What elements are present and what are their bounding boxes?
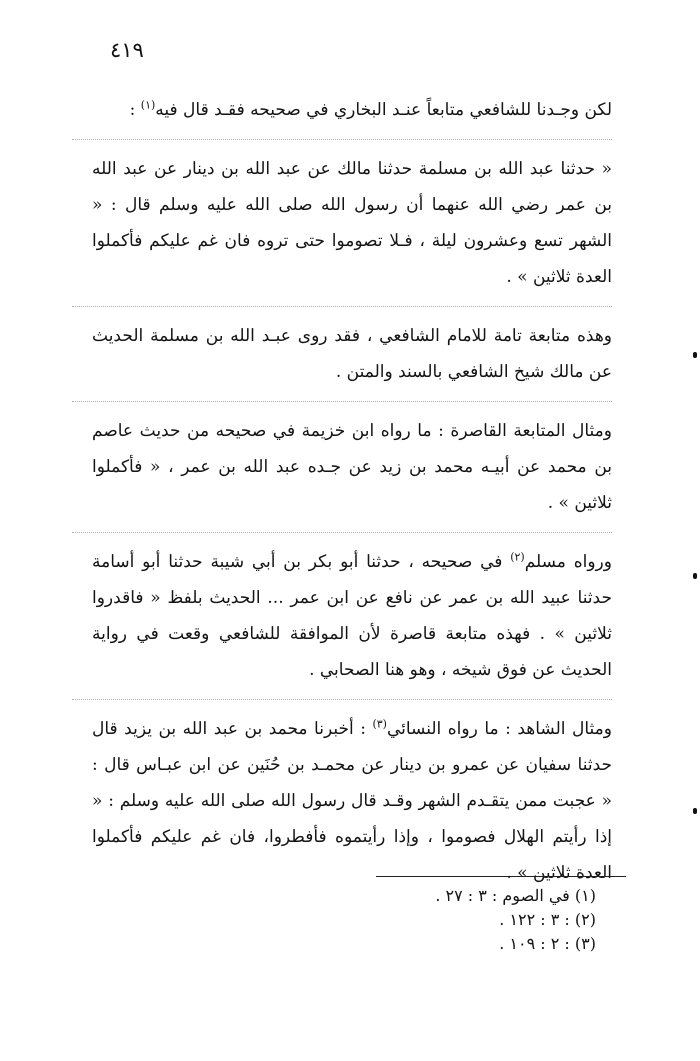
footnote-rule xyxy=(376,876,626,877)
separator xyxy=(72,139,612,140)
paragraph-text-cont: : أخبرنا محمد بن عبد الله بن يزيد قال حدثنا سفيان عن عمرو بن دينار عن محمـد بن حُنَين عن ابن عبـاس قال : « عجبت ممن يتقـدم الشهر وقـد قال رسول الله صلى الله عليه وسلم : « إذا رأيتم الهلال فصوموا ، وإذا رأيتموه فأفطروا، فان غم عليكم فأكملوا العدة ثلاثين » . xyxy=(92,719,612,883)
paragraph-text: ومثال المتابعة القاصرة : ما رواه ابن خزيمة في صحيحه من حديث عاصم بن محمد عن أبيـه محمد بن زيد عن جـده عبد الله بن عمر ، « فأكملوا ثلاثين » . xyxy=(92,421,612,513)
paragraph-text-cont: في صحيحه ، حدثنا أبو بكر بن أبي شيبة حدثنا أبو أسامة حدثنا عبيد الله بن عمر عن نافع عن ابن عمر ... الحديث بلفظ « فاقدروا ثلاثين » . فهذه متابعة قاصرة لأن الموافقة للشافعي وقعت في رواية الحديث عن فوق شيخه ، وهو هنا الصحابي . xyxy=(92,552,612,680)
page-number: ٤١٩ xyxy=(110,38,144,62)
footnote-marker-3: (٣) xyxy=(372,717,387,731)
paragraph-tamma xyxy=(92,318,612,390)
scan-mark xyxy=(693,573,697,579)
footnote-1: (١) في الصوم : ٣ : ٢٧ . xyxy=(435,886,596,905)
paragraph-text: ومثال الشاهد : ما رواه النسائي xyxy=(386,719,612,739)
paragraph-intro xyxy=(92,92,612,128)
footnote-marker-2: (٢) xyxy=(510,550,525,564)
separator xyxy=(72,532,612,533)
paragraph-text: « حدثنا عبد الله بن مسلمة حدثنا مالك عن عبد الله بن دينار عن عبد الله بن عمر رضي الله عنهما أن رسول الله صلى الله عليه وسلم قال : « الشهر تسع وعشرون ليلة ، فـلا تصوموا حتى تروه فان غم عليكم فأكملوا العدة ثلاثين » . xyxy=(92,159,612,287)
paragraph-hadith-bukhari xyxy=(92,151,612,295)
paragraph-shahid xyxy=(92,711,612,891)
paragraph-muslim xyxy=(92,544,612,688)
footnotes xyxy=(380,884,596,956)
footnote-2: (٢) : ٣ : ١٢٢ . xyxy=(499,910,596,929)
paragraph-text: وهذه متابعة تامة للامام الشافعي ، فقد روى عبـد الله بن مسلمة الحديث عن مالك شيخ الشافعي بالسند والمتن . xyxy=(92,326,612,382)
separator xyxy=(72,699,612,700)
scan-mark xyxy=(693,352,697,358)
paragraph-text: لكن وجـدنا للشافعي متابعاً عنـد البخاري في صحيحه فقـد قال فيه xyxy=(155,100,612,120)
paragraph-text-cont: : xyxy=(129,100,141,120)
footnote-marker-1: (١) xyxy=(140,98,156,112)
separator xyxy=(72,306,612,307)
main-text xyxy=(92,92,612,891)
paragraph-text: ورواه مسلم xyxy=(524,552,612,572)
separator xyxy=(72,401,612,402)
paragraph-qasira xyxy=(92,413,612,521)
footnote-3: (٣) : ٢ : ١٠٩ . xyxy=(499,934,596,953)
scan-mark xyxy=(693,808,697,814)
